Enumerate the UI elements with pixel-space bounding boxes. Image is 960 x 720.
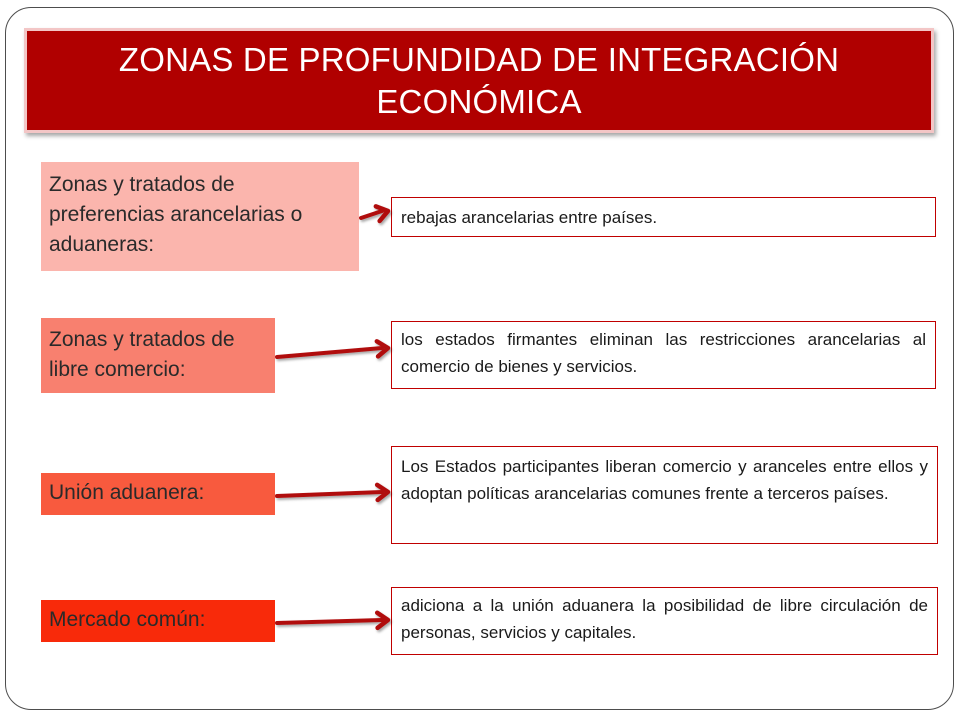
page-title: ZONAS DE PROFUNDIDAD DE INTEGRACIÓN ECONÓMICA: [118, 40, 840, 120]
description-preferencias: rebajas arancelarias entre países.: [391, 197, 936, 237]
label-union-aduanera: Unión aduanera:: [41, 473, 275, 515]
description-mercado-comun: adiciona a la unión aduanera la posibilidad de libre circulación de personas, servicios y capitales.: [391, 587, 938, 655]
title-banner: [24, 28, 934, 133]
label-preferencias: Zonas y tratados de preferencias arancelarias o aduaneras:: [41, 162, 359, 271]
label-libre-comercio: Zonas y tratados de libre comercio:: [41, 318, 275, 393]
label-mercado-comun: Mercado común:: [41, 600, 275, 642]
description-union-aduanera: Los Estados participantes liberan comercio y aranceles entre ellos y adoptan políticas arancelarias comunes frente a terceros países.: [391, 446, 938, 544]
description-libre-comercio: los estados firmantes eliminan las restricciones arancelarias al comercio de bienes y servicios.: [391, 321, 936, 389]
